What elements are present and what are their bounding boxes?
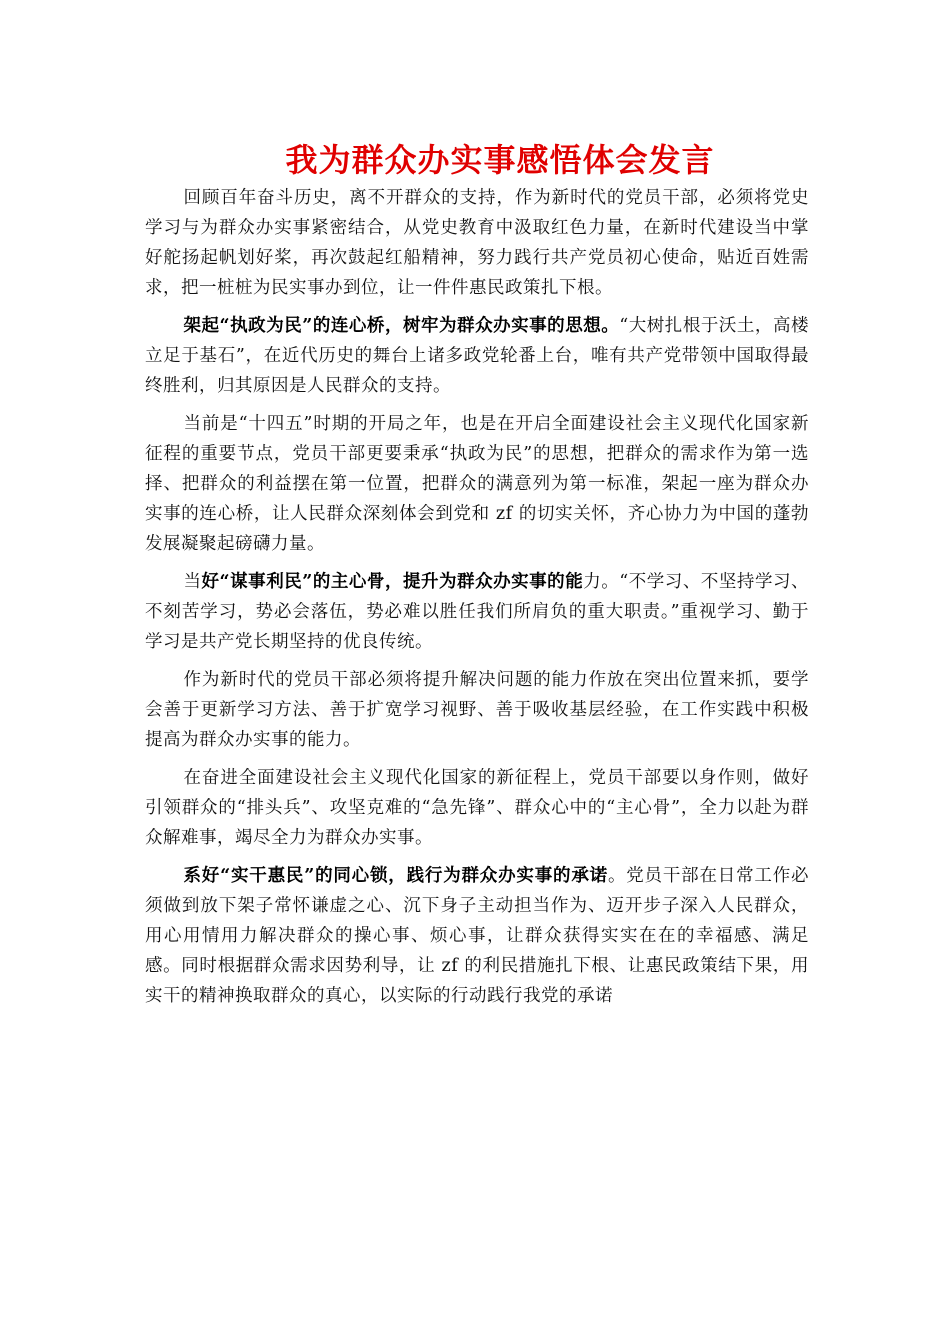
paragraph-text: 力。“不学习、不坚持学习、不刻苦学习，势必会落伍，势必难以胜任我们所肩负的重大职责。”重视学习、勤于学习是共产党长期坚持的优良传统。 [145, 572, 809, 652]
paragraph [145, 311, 809, 401]
paragraph-heading: 系好“实干惠民”的同心锁，践行为群众办实事的承诺 [183, 866, 608, 886]
paragraph-text: 在奋进全面建设社会主义现代化国家的新征程上，党员干部要以身作则，做好引领群众的“排头兵”、攻坚克难的“急先锋”、群众心中的“主心骨”，全力以赴为群众解难事，竭尽全力为群众办实事。 [145, 768, 809, 848]
paragraph [145, 183, 809, 303]
paragraph [145, 665, 809, 755]
paragraph-text: “大树扎根于沃土，高楼立足于基石”，在近代历史的舞台上诸多政党轮番上台，唯有共产党带领中国取得最终胜利，归其原因是人民群众的支持。 [145, 316, 809, 396]
paragraph-text: 当前是“十四五”时期的开局之年，也是在开启全面建设社会主义现代化国家新征程的重要节点，党员干部更要秉承“执政为民”的思想，把群众的需求作为第一选择、把群众的利益摆在第一位置，把群众的满意列为第一标准，架起一座为群众办实事的连心桥，让人民群众深刻体会到党和 zf 的切实关怀，齐心协力为中国的蓬勃发展凝聚起磅礴力量。 [145, 414, 809, 554]
paragraph-text: 作为新时代的党员干部必须将提升解决问题的能力作放在突出位置来抓，要学会善于更新学习方法、善于扩宽学习视野、善于吸收基层经验，在工作实践中积极提高为群众办实事的能力。 [145, 670, 809, 750]
paragraph-heading: 架起“执政为民”的连心桥，树牢为群众办实事的思想。 [183, 316, 620, 336]
paragraph [145, 861, 809, 1011]
paragraph [145, 763, 809, 853]
paragraph-heading: 好“谋事利民”的主心骨，提升为群众办实事的能 [201, 572, 584, 592]
paragraph-text: 回顾百年奋斗历史，离不开群众的支持，作为新时代的党员干部，必须将党史学习与为群众办实事紧密结合，从党史教育中汲取红色力量，在新时代建设当中掌好舵扬起帆划好桨，再次鼓起红船精神，努力践行共产党员初心使命，贴近百姓需求，把一桩桩为民实事办到位，让一件件惠民政策扎下根。 [145, 188, 809, 298]
paragraph-lead-text: 当 [183, 572, 202, 592]
document-body [145, 183, 809, 1019]
paragraph [145, 409, 809, 559]
document-title: 我为群众办实事感悟体会发言 [285, 141, 715, 179]
paragraph-text: 。党员干部在日常工作必须做到放下架子常怀谦虚之心、沉下身子主动担当作为、迈开步子深入人民群众，用心用情用力解决群众的操心事、烦心事，让群众获得实实在在的幸福感、满足感。同时根据群众需求因势利导，让 zf 的利民措施扎下根、让惠民政策结下果，用实干的精神换取群众的真心，以实际的行动践行我党的承诺 [145, 866, 809, 1006]
paragraph [145, 567, 809, 657]
